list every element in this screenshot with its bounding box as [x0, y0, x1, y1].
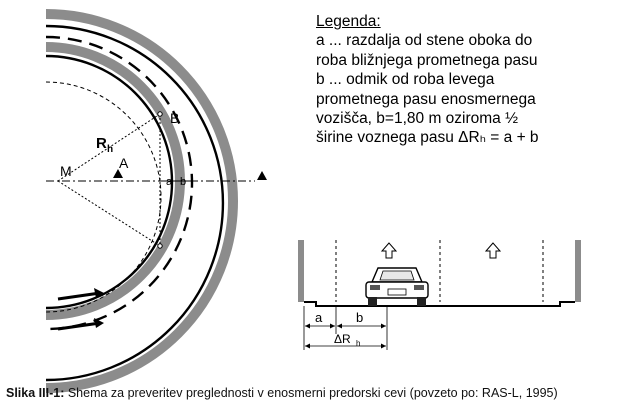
radius-label: R	[96, 135, 107, 152]
curve-dim-a-label: a	[166, 176, 173, 188]
legend-line: roba bližnjega prometnega pasu	[316, 51, 538, 69]
legend-line: širine voznega pasu ΔRₕ = a + b	[316, 129, 539, 147]
section-dim-a-label: a	[315, 310, 323, 325]
legend-line: b ... odmik od roba levega	[316, 71, 495, 89]
point-b-marker	[158, 112, 162, 116]
left-wall	[298, 240, 304, 302]
road-profile	[304, 302, 575, 306]
right-wall	[575, 240, 581, 302]
radius-line-lower	[58, 181, 160, 246]
up-arrow-right-icon	[486, 243, 500, 258]
triangle-marker-right	[257, 171, 267, 180]
radius-label-sub: h	[107, 144, 114, 155]
section-dim-b-label: b	[356, 310, 364, 325]
tunnel-cross-section	[298, 240, 581, 350]
car-rear-icon	[366, 268, 428, 306]
center-label: M	[60, 163, 72, 179]
legend-line: a ... razdalja od stene oboka do	[316, 32, 533, 50]
section-dim-total-sub: h	[356, 339, 361, 348]
point-lower-marker	[158, 244, 162, 248]
up-arrow-left-icon	[382, 243, 396, 258]
curved-tunnel-plan	[46, 14, 267, 388]
caption-label: Slika III-1:	[6, 386, 65, 400]
legend-line: vozišča, b=1,80 m oziroma ½	[316, 110, 519, 128]
section-dim-total-label: ΔR	[334, 332, 351, 346]
point-b-label: B	[170, 110, 180, 126]
point-a-label: A	[119, 155, 129, 171]
caption-text: Shema za preveritev preglednosti v enosmerni predorski cevi (povzeto po: RAS-L, 1995)	[64, 386, 558, 400]
legend	[316, 12, 616, 148]
figure-caption	[6, 386, 558, 400]
legend-line: prometnega pasu enosmernega	[316, 90, 536, 108]
curve-dim-b-label: b	[180, 176, 187, 188]
legend-title: Legenda:	[316, 13, 381, 30]
